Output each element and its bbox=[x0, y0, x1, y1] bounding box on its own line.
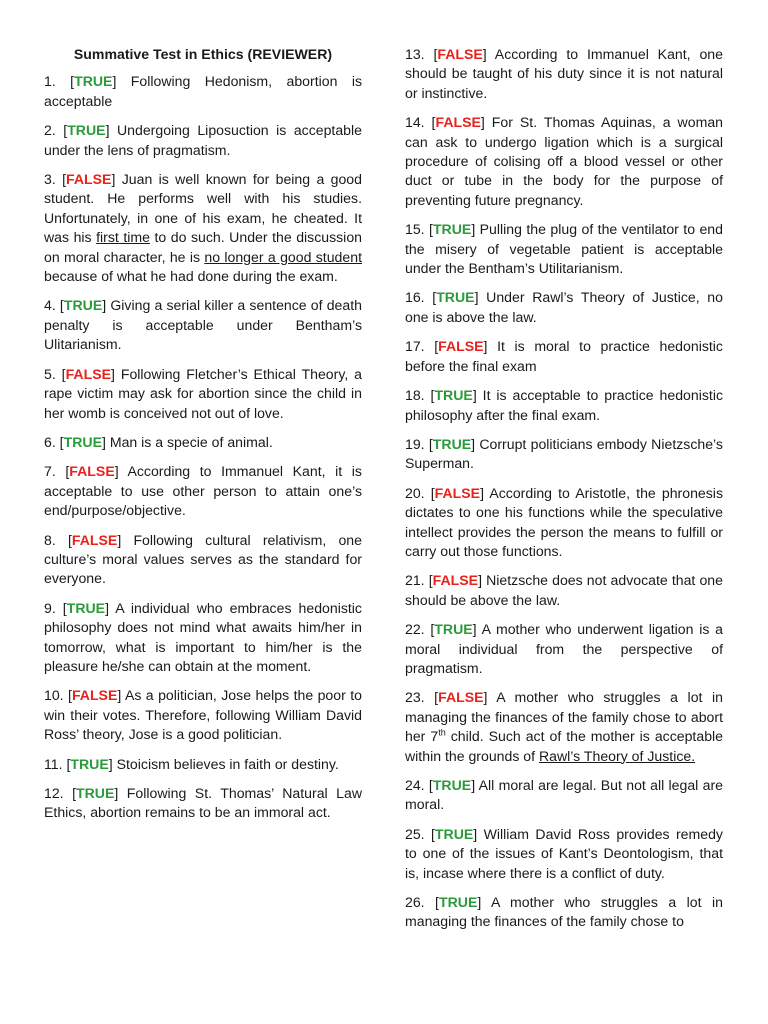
question-9: 9. [TRUE] A individual who embraces hedonistic philosophy does not mind what awaits him/her in tomorrow, what is important to him/her is the pleasure he/she can obtain at the moment. bbox=[44, 599, 362, 674]
answer-label: TRUE bbox=[74, 73, 113, 90]
answer-label: TRUE bbox=[432, 777, 472, 793]
answer-label: FALSE bbox=[434, 484, 481, 501]
answer-label: TRUE bbox=[432, 435, 472, 452]
question-14: 14. [FALSE] For St. Thomas Aquinas, a woman can ask to undergo ligation which is a surgical procedure of colising off a blood vessel or other duct or tube in the body for the purpose of preventing future pregnancy. bbox=[405, 114, 723, 208]
question-5: 5. [FALSE] Following Fletcher’s Ethical Theory, a rape victim may ask for abortion since the child in her womb is conceived not out of love. bbox=[44, 365, 362, 421]
answer-label: TRUE bbox=[63, 297, 103, 314]
question-23: 23. [FALSE] A mother who struggles a lot in managing the finances of the family chose to abort her 7th child. Such act of the mother is acceptable within the grounds of Rawl’s Theory of Justice. bbox=[405, 689, 724, 764]
answer-label: TRUE bbox=[438, 894, 478, 911]
answer-label: FALSE bbox=[438, 689, 484, 706]
answer-label: TRUE bbox=[432, 221, 472, 238]
question-21: 21. [FALSE] Nietzsche does not advocate that one should be above the law. bbox=[405, 572, 723, 608]
question-24: 24. [TRUE] All moral are legal. But not all legal are moral. bbox=[405, 777, 723, 813]
answer-label: FALSE bbox=[65, 365, 112, 382]
answer-label: TRUE bbox=[70, 755, 109, 772]
question-11: 11. [TRUE] Stoicism believes in faith or destiny. bbox=[44, 755, 339, 772]
answer-label: TRUE bbox=[436, 289, 475, 306]
answer-label: TRUE bbox=[66, 599, 106, 616]
answer-label: FALSE bbox=[66, 171, 112, 188]
question-10: 10. [FALSE] As a politician, Jose helps the poor to win their votes. Therefore, following William David Ross’ theory, Jose is a good politician. bbox=[44, 687, 362, 743]
question-4: 4. [TRUE] Giving a serial killer a sentence of death penalty is acceptable under Bentham’s Ulitarianism. bbox=[44, 297, 362, 353]
question-19: 19. [TRUE] Corrupt politicians embody Nietzsche’s Superman. bbox=[405, 435, 723, 472]
question-20: 20. [FALSE] According to Aristotle, the phronesis dictates to one his functions while the speculative intellect provides the person the means to fulfill or carry out those functions. bbox=[405, 484, 723, 559]
question-8: 8. [FALSE] Following cultural relativism, one culture’s moral values serves as the standard for everyone. bbox=[44, 531, 362, 587]
answer-label: TRUE bbox=[434, 621, 473, 638]
question-3: 3. [FALSE] Juan is well known for being a good student. He performs well with his studies. Unfortunately, in one of his exam, he cheated. It was his first time to do such. Under the discussion on moral character, he is no longer a good student because of what he had done during the exam. bbox=[44, 171, 362, 285]
question-13: 13. [FALSE] According to Immanuel Kant, one should be taught of his duty since it is not natural or instinctive. bbox=[405, 46, 723, 101]
answer-label: TRUE bbox=[434, 387, 473, 404]
answer-label: FALSE bbox=[438, 338, 484, 355]
answer-label: TRUE bbox=[63, 433, 102, 450]
answer-label: FALSE bbox=[437, 46, 483, 62]
answer-label: FALSE bbox=[435, 114, 481, 131]
question-6: 6. [TRUE] Man is a specie of animal. bbox=[44, 433, 273, 450]
question-16: 16. [TRUE] Under Rawl’s Theory of Justice, no one is above the law. bbox=[405, 289, 723, 325]
question-2: 2. [TRUE] Undergoing Liposuction is acceptable under the lens of pragmatism. bbox=[44, 122, 362, 158]
question-25: 25. [TRUE] William David Ross provides remedy to one of the issues of Kant’s Deontologism, that is, incase where there is a conflict of duty. bbox=[405, 825, 723, 881]
question-17: 17. [FALSE] It is moral to practice hedonistic before the final exam bbox=[405, 338, 723, 374]
right-column bbox=[405, 45, 723, 942]
question-1: 1. [TRUE] Following Hedonism, abortion is acceptable bbox=[44, 73, 362, 109]
answer-label: FALSE bbox=[69, 463, 115, 480]
question-26: 26. [TRUE] A mother who struggles a lot in managing the finances of the family chose to bbox=[405, 894, 723, 930]
answer-label: FALSE bbox=[432, 572, 479, 589]
question-22: 22. [TRUE] A mother who underwent ligation is a moral individual from the perspective of pragmatism. bbox=[405, 621, 723, 676]
question-18: 18. [TRUE] It is acceptable to practice hedonistic philosophy after the final exam. bbox=[405, 387, 723, 423]
left-column bbox=[44, 45, 362, 833]
answer-label: FALSE bbox=[71, 687, 118, 704]
answer-label: TRUE bbox=[434, 825, 474, 842]
question-7: 7. [FALSE] According to Immanuel Kant, it is acceptable to use other person to attain one’s end/purpose/objective. bbox=[44, 463, 362, 519]
answer-label: TRUE bbox=[67, 122, 106, 139]
answer-label: TRUE bbox=[76, 785, 115, 801]
answer-label: FALSE bbox=[71, 531, 118, 548]
question-15: 15. [TRUE] Pulling the plug of the ventilator to end the misery of vegetable patient is acceptable under the Bentham’s Utilitarianism. bbox=[405, 221, 723, 277]
question-12: 12. [TRUE] Following St. Thomas’ Natural Law Ethics, abortion remains to be an immoral act. bbox=[44, 785, 363, 821]
page-title: Summative Test in Ethics (REVIEWER) bbox=[73, 46, 333, 62]
